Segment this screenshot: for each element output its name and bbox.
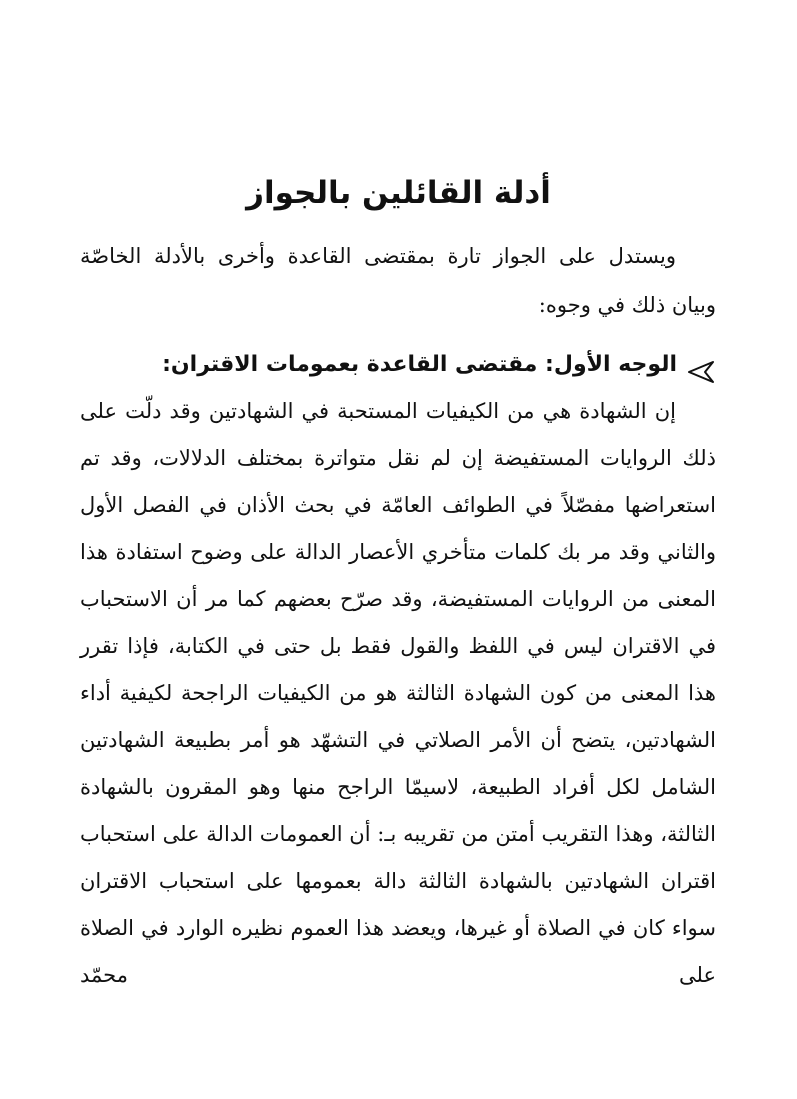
intro-paragraph: ويستدل على الجواز تارة بمقتضى القاعدة وأخرى بالأدلة الخاصّة وبيان ذلك في وجوه: [80,244,716,317]
section-heading-text: الوجه الأول: مقتضى القاعدة بعمومات الاقتران: [162,352,677,377]
section-heading [75,340,715,390]
body-paragraph: إن الشهادة هي من الكيفيات المستحبة في الشهادتين وقد دلّت على ذلك الروايات المستفيضة إن لم نقل متواترة بمختلف الدلالات، وقد تم استعراضها مفصّلاً في الطوائف العامّة في بحث الأذان في الفصل الأول والثاني وقد مر بك كلمات متأخري الأعصار الدالة على وضوح استفادة هذا المعنى من الروايات المستفيضة، وقد صرّح بعضهم كما مر أن الاستحباب في الاقتران ليس في اللفظ والقول فقط بل حتى في الكتابة، فإذا تقرر هذا المعنى من كون الشهادة الثالثة هو من الكيفيات الراجحة لكيفية أداء الشهادتين، يتضح أن الأمر الصلاتي في التشهّد هو أمر بطبيعة الشهادتين الشامل لكل أفراد الطبيعة، لاسيمّا الراجح منها وهو المقرون بالشهادة الثالثة، وهذا التقريب أمتن من تقريبه بـ: أن العمومات الدالة على استحباب اقتران الشهادتين بالشهادة الثالثة دالة بعمومها على استحباب الاقتران سواء كان في الصلاة أو غيرها، ويعضد هذا العموم نظيره الوارد في الصلاة على محمّد [80,399,716,987]
page-title: أدلة القائلين بالجواز [246,175,551,211]
arrow-icon [687,353,715,377]
